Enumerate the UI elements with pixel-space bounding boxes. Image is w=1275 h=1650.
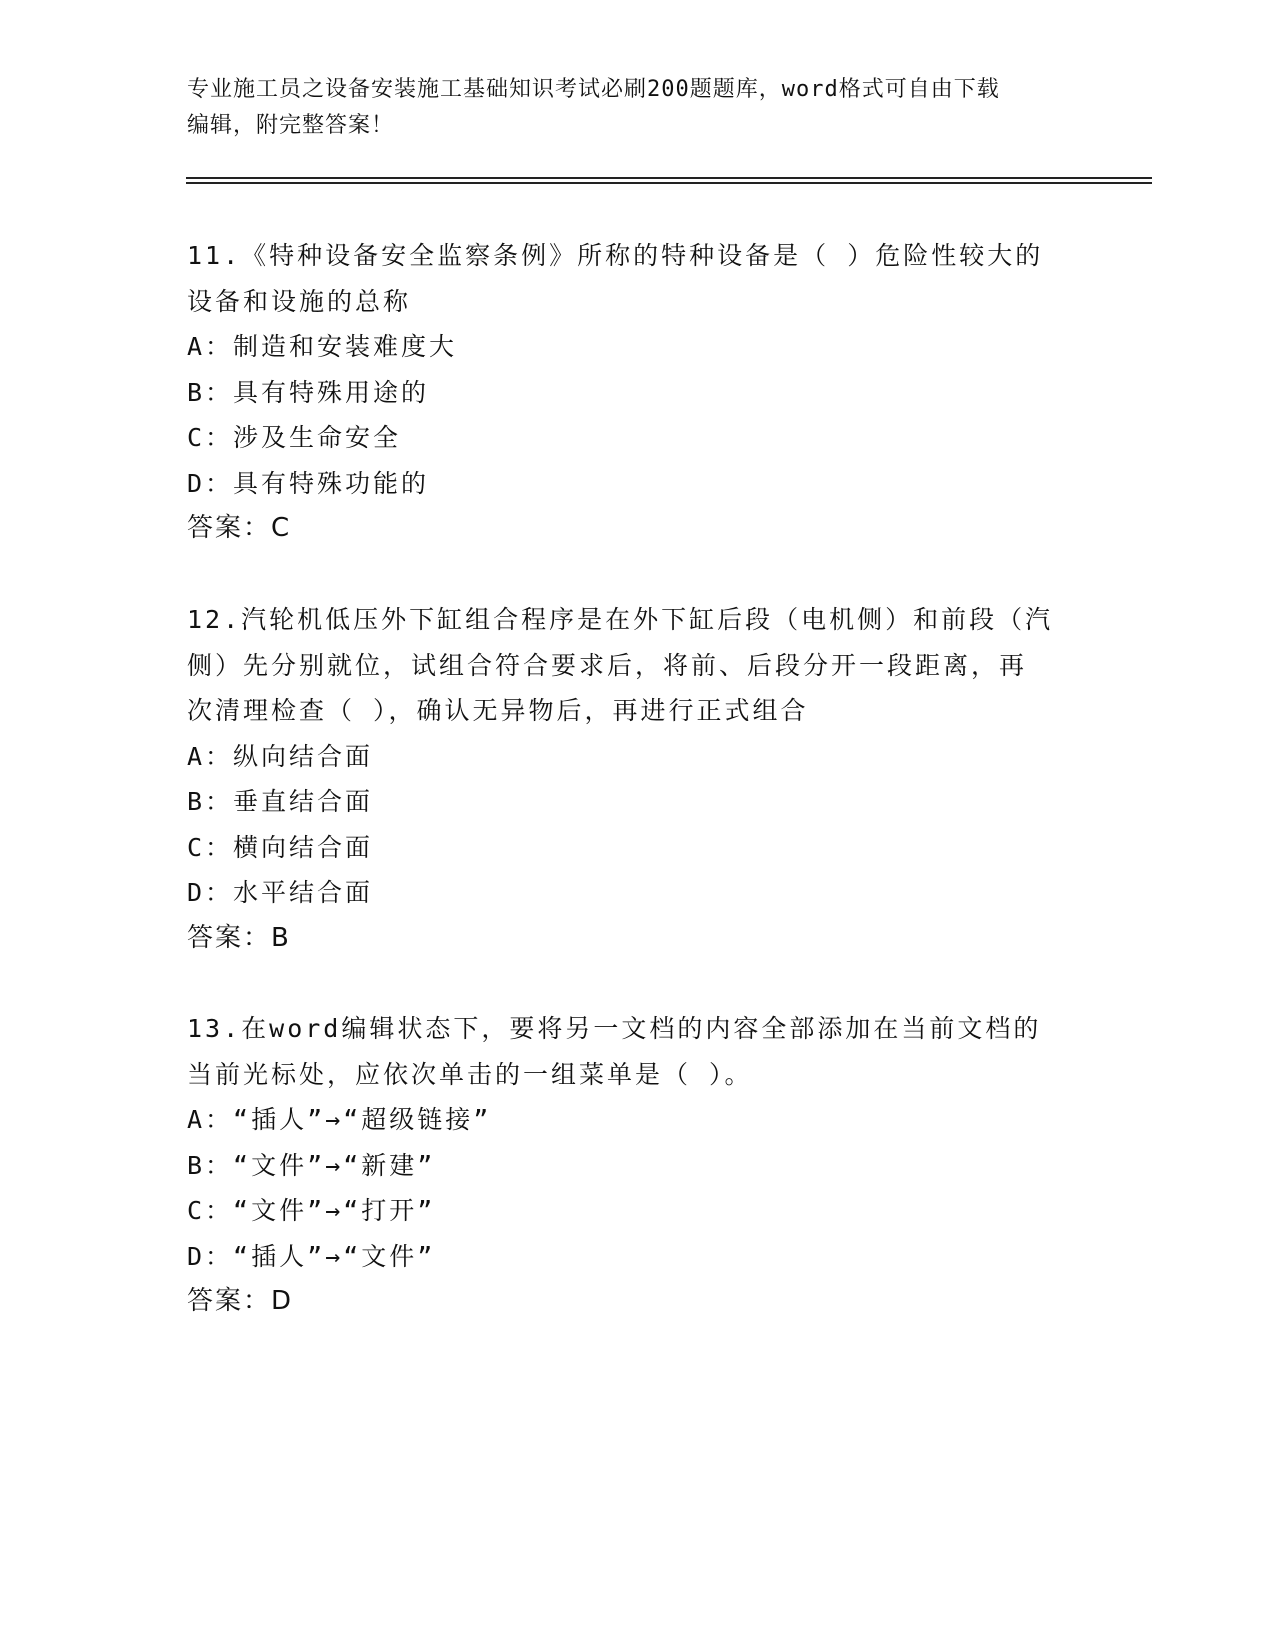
question-13 [187,1006,1087,1325]
option-b: B：垂直结合面 [187,787,374,816]
question-text-line: 次清理检查（ ），确认无异物后，再进行正式组合 [187,696,809,725]
option-a: A：纵向结合面 [187,741,374,771]
question-text-line: 11.《特种设备安全监察条例》所称的特种设备是（ ）危险性较大的 [187,241,1044,270]
option-c: C：涉及生命安全 [187,423,402,452]
answer: 答案：C [187,513,292,543]
option-d: D：具有特殊功能的 [187,468,430,498]
question-text-line: 13.在word编辑状态下，要将另一文档的内容全部添加在当前文档的 [187,1014,1042,1043]
header-divider-bottom [186,182,1152,184]
question-text-line: 侧）先分别就位，试组合符合要求后，将前、后段分开一段距离，再 [187,650,1028,680]
option-c: C：“文件”→“打开” [187,1196,436,1225]
option-d: D：水平结合面 [187,878,374,907]
option-c: C：横向结合面 [187,832,374,862]
question-text-line: 12.汽轮机低压外下缸组合程序是在外下缸后段（电机侧）和前段（汽 [187,605,1054,634]
document-header [187,72,1067,144]
header-divider-top [186,177,1152,179]
option-a: A：“插人”→“超级链接” [187,1105,492,1134]
question-11 [187,233,1087,552]
option-b: B：具有特殊用途的 [187,377,430,407]
answer: 答案：D [187,1286,294,1316]
option-b: B：“文件”→“新建” [187,1150,436,1180]
option-a: A：制造和安装难度大 [187,332,458,361]
question-text-line: 设备和设施的总称 [187,286,412,316]
answer: 答案：B [187,922,291,953]
header-line-1: 专业施工员之设备安装施工基础知识考试必刷200题题库，word格式可自由下载 [187,77,1000,102]
question-12 [187,597,1087,961]
header-line-2: 编辑，附完整答案！ [187,113,395,138]
option-d: D：“插人”→“文件” [187,1241,436,1271]
question-text-line: 当前光标处，应依次单击的一组菜单是（ ）。 [187,1059,753,1089]
